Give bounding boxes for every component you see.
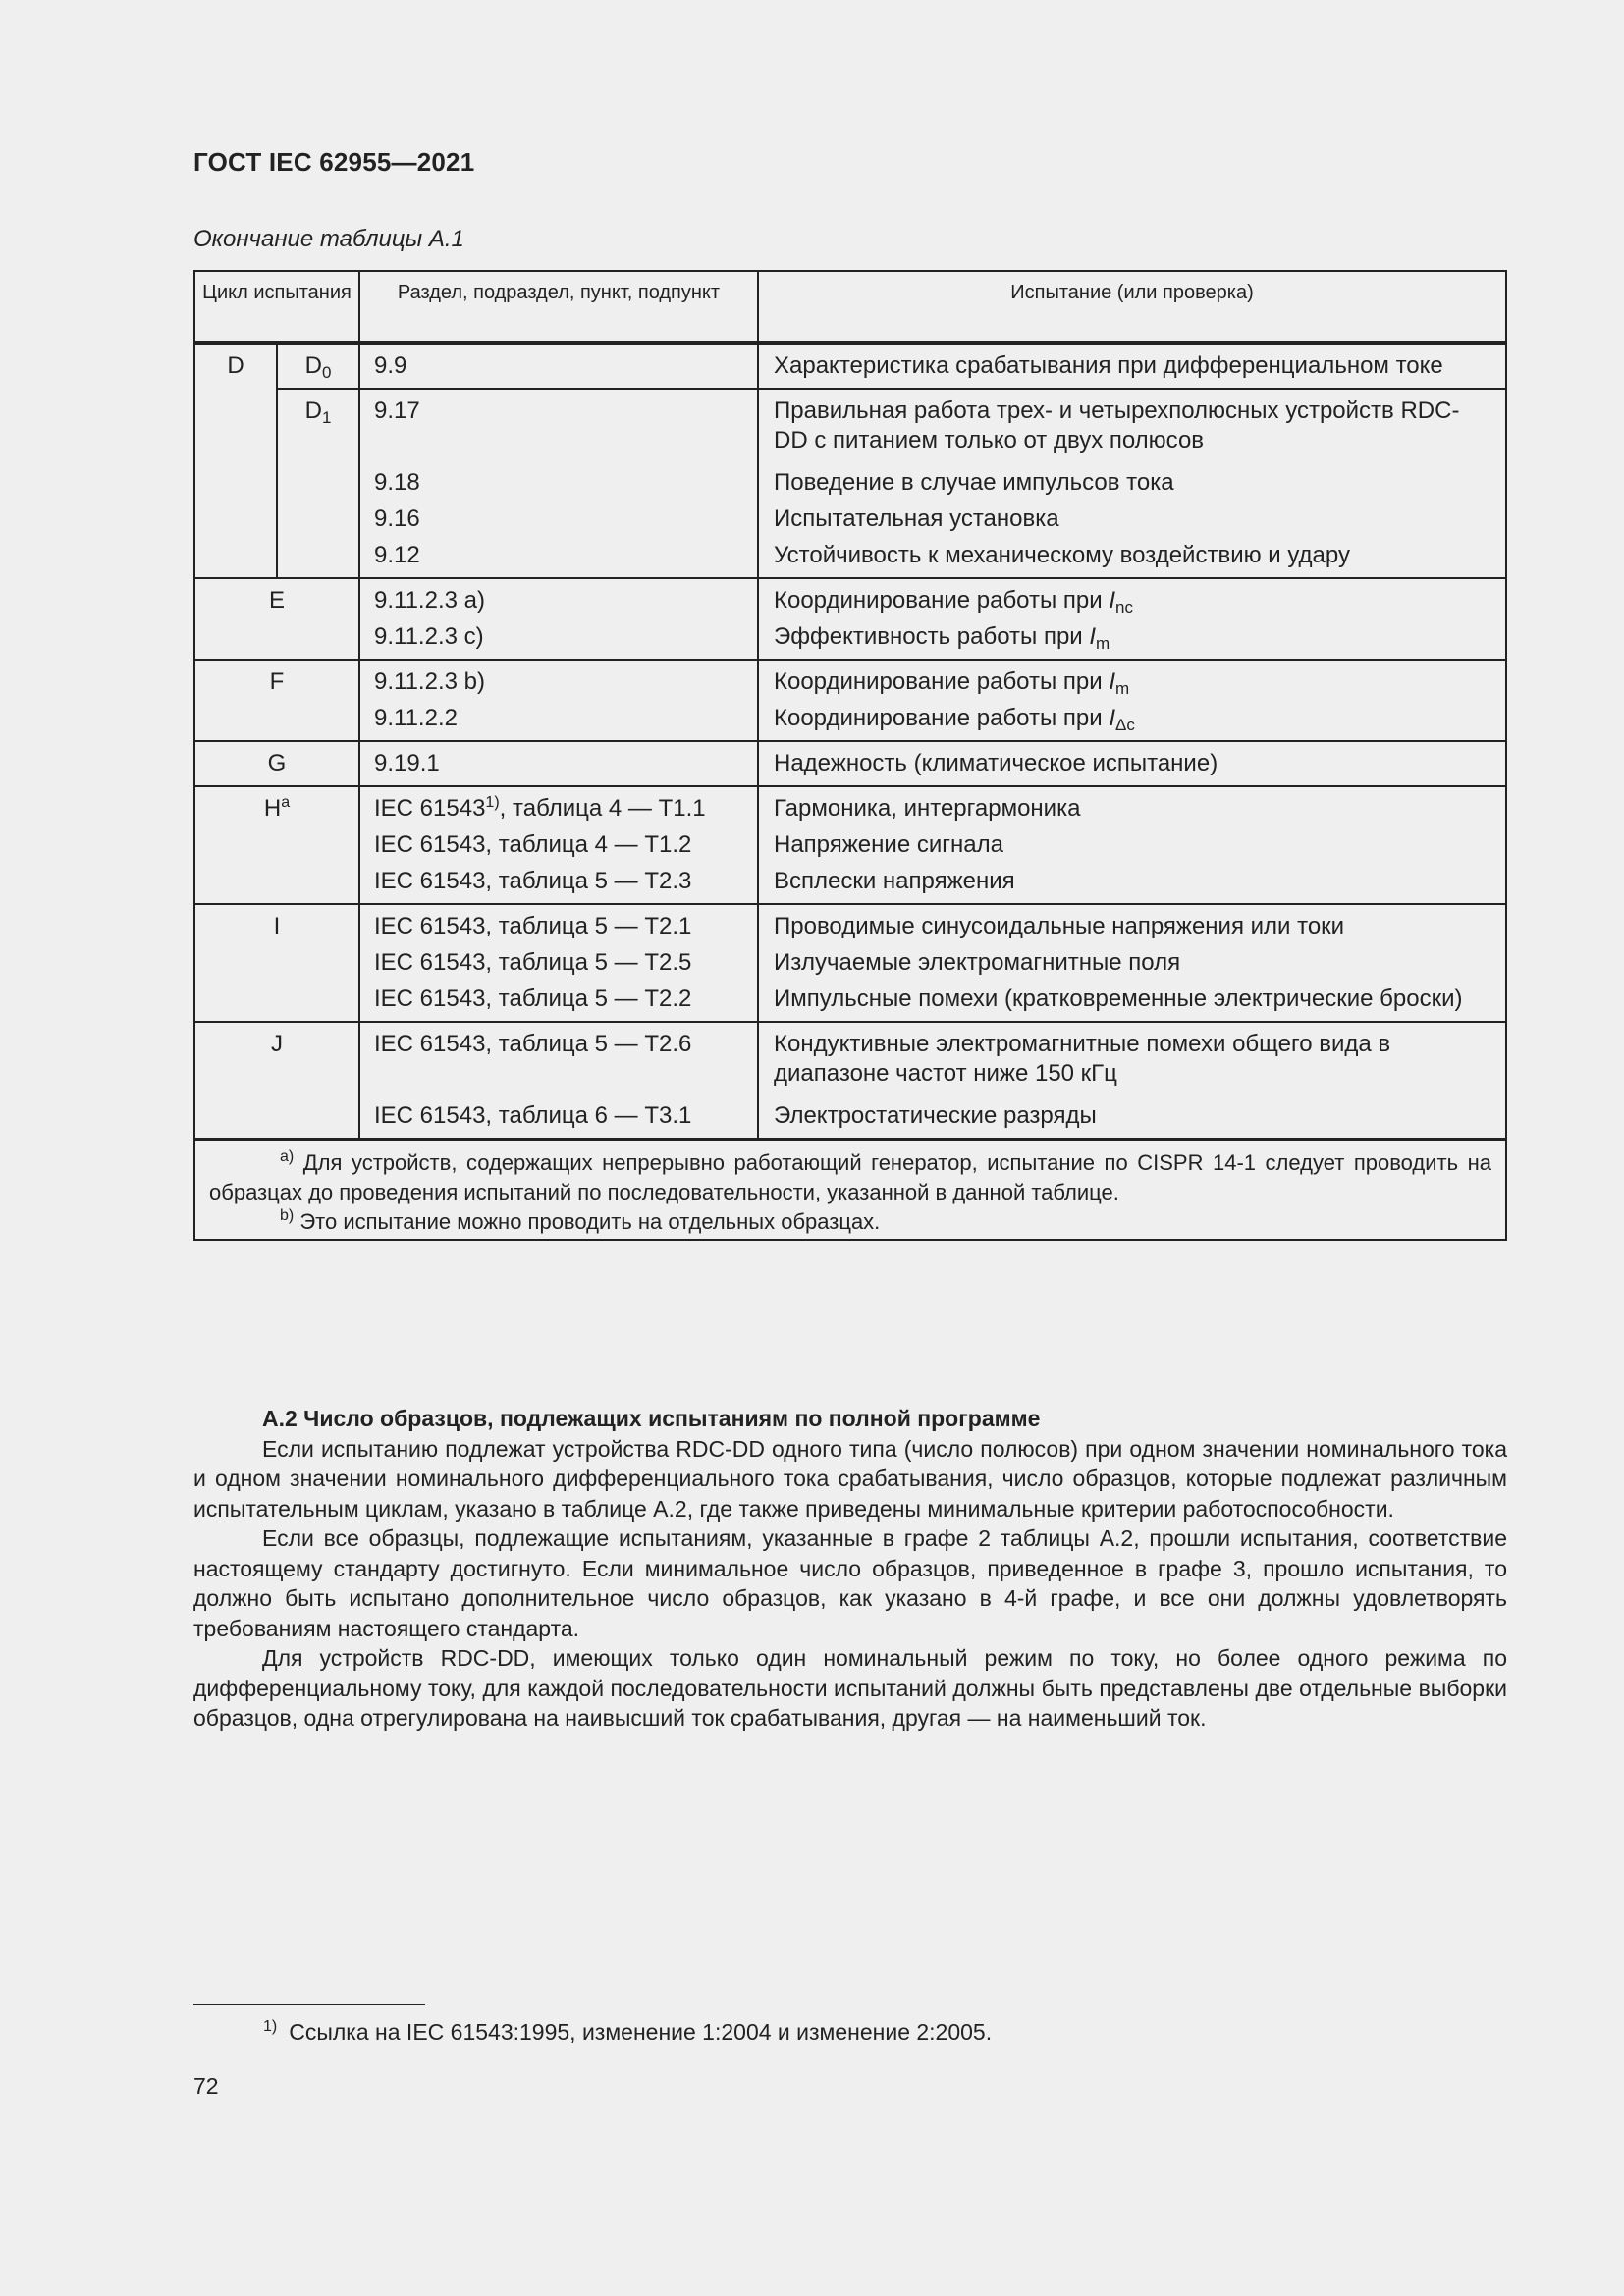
footnote-ref: 1) [485,794,500,811]
subcycle-cell [277,389,359,578]
table-caption: Окончание таблицы А.1 [193,226,464,252]
table-row [194,455,1506,498]
footnote-text: Ссылка на IEC 61543:1995, изменение 1:2004 и изменение 2:2005. [289,2019,993,2045]
test-cell: Электростатические разряды [758,1089,1506,1140]
note-text: Это испытание можно проводить на отдельных образцах. [299,1209,881,1234]
table-row [194,978,1506,1022]
cycle-cell: F [194,660,359,741]
subcycle-cell [277,343,359,389]
section-text-rest: , таблица 4 — Т1.1 [499,795,706,822]
section-cell: 9.11.2.3 c) [359,615,758,660]
section-cell: 9.16 [359,498,758,534]
table-notes-row [194,1140,1506,1241]
test-cell: Устойчивость к механическому воздействию и удару [758,534,1506,578]
subcycle-base: D [304,398,322,424]
test-cell: Проводимые синусоидальные напряжения или токи [758,904,1506,941]
current-subscript: Δc [1115,716,1135,734]
section-cell: 9.17 [359,389,758,455]
col-header-cycle: Цикл испытания [194,271,359,343]
section-cell: 9.19.1 [359,741,758,786]
current-subscript: nc [1115,598,1133,616]
test-text: Координирование работы при [774,587,1110,614]
current-subscript: m [1096,634,1110,653]
test-cell: Испытательная установка [758,498,1506,534]
test-cell: Надежность (климатическое испытание) [758,741,1506,786]
paragraph: Если все образцы, подлежащие испытаниям, указанные в графе 2 таблицы А.2, прошли испытания, соответствие настоящему стандарту достигнуто. Если минимальное число образцов, приведенное в графе 3, прошло испытания, то должно быть испытано дополнительное число образцов, как указано в 4-й графе, и все они должны удовлетворять требованиям настоящего стандарта. [193,1525,1507,1641]
cycle-cell [194,786,359,904]
cycle-cell: J [194,1022,359,1140]
document-header: ГОСТ IEC 62955—2021 [193,147,475,177]
page-number: 72 [193,2073,219,2099]
section-cell: 9.18 [359,455,758,498]
section-cell: 9.11.2.3 b) [359,660,758,697]
section-cell: IEC 61543, таблица 4 — Т1.2 [359,824,758,860]
section-cell: IEC 61543, таблица 5 — Т2.1 [359,904,758,941]
test-cell [758,660,1506,697]
table-row [194,824,1506,860]
subcycle-sub: 1 [321,408,332,427]
table-row [194,1022,1506,1089]
test-cell: Всплески напряжения [758,860,1506,904]
current-symbol: I [1089,623,1097,650]
section-cell [359,786,758,824]
section-cell: 9.11.2.2 [359,697,758,741]
table-row [194,578,1506,615]
test-cell: Поведение в случае импульсов тока [758,455,1506,498]
table-row [194,498,1506,534]
test-cell: Кондуктивные электромагнитные помехи общего вида в диапазоне частот ниже 150 кГц [758,1022,1506,1089]
test-cell: Гармоника, интергармоника [758,786,1506,824]
table-row [194,904,1506,941]
section-heading: А.2 Число образцов, подлежащих испытаниям по полной программе [262,1406,1041,1431]
section-cell: IEC 61543, таблица 5 — Т2.3 [359,860,758,904]
test-cell: Правильная работа трех- и четырехполюсных устройств RDC-DD с питанием только от двух полюсов [758,389,1506,455]
section-cell: IEC 61543, таблица 5 — Т2.2 [359,978,758,1022]
table-row [194,860,1506,904]
subcycle-sub: 0 [321,363,332,382]
test-cell [758,697,1506,741]
table-row [194,534,1506,578]
subcycle-base: D [304,352,322,379]
test-cell: Импульсные помехи (кратковременные электрические броски) [758,978,1506,1022]
paragraph: Для устройств RDC-DD, имеющих только один номинальный режим по току, но более одного режима по дифференциальному току, для каждой последовательности испытаний должны быть представлены две отдельные выборки образцов, одна отрегулирована на наивысший ток срабатывания, другая — на наименьший ток. [193,1645,1507,1731]
section-cell: IEC 61543, таблица 6 — Т3.1 [359,1089,758,1140]
cycle-cell: D [194,343,277,578]
table-row [194,941,1506,978]
cycle-label: H [263,795,282,822]
test-cell: Излучаемые электромагнитные поля [758,941,1506,978]
cycle-cell: G [194,741,359,786]
table-header-row [194,271,1506,343]
test-cell: Напряжение сигнала [758,824,1506,860]
table-row [194,389,1506,455]
cycle-cell: E [194,578,359,660]
cycle-label-sup: a [281,794,291,811]
test-text: Координирование работы при [774,668,1110,695]
note-mark: a) [280,1148,295,1165]
note-text: Для устройств, содержащих непрерывно работающий генератор, испытание по CISPR 14-1 следует проводить на образцах до проведения испытаний по последовательности, указанной в данной таблице. [209,1150,1491,1204]
table-row [194,615,1506,660]
table-row [194,343,1506,389]
table-row [194,660,1506,697]
test-cell [758,615,1506,660]
table-note [209,1207,1491,1237]
section-cell: 9.12 [359,534,758,578]
section-cell: IEC 61543, таблица 5 — Т2.5 [359,941,758,978]
paragraph: Если испытанию подлежат устройства RDC-DD одного типа (число полюсов) при одном значении номинального тока и одном значении номинального дифференциального тока срабатывания, число образцов, которые подлежат различным испытательным циклам, указано в таблице А.2, где также приведены минимальные критерии работоспособности. [193,1435,1507,1522]
table-row [194,741,1506,786]
note-mark: b) [280,1207,295,1224]
current-symbol: I [1109,587,1116,614]
section-cell: IEC 61543, таблица 5 — Т2.6 [359,1022,758,1089]
table-row [194,697,1506,741]
col-header-test: Испытание (или проверка) [758,271,1506,343]
footnote [263,2017,992,2047]
cycle-cell: I [194,904,359,1022]
test-cell: Характеристика срабатывания при дифференциальном токе [758,343,1506,389]
col-header-section: Раздел, подраздел, пункт, подпункт [359,271,758,343]
footnote-mark: 1) [263,2018,278,2035]
table-row [194,786,1506,824]
current-symbol: I [1109,705,1116,731]
current-symbol: I [1109,668,1116,695]
section-cell: 9.9 [359,343,758,389]
table-row [194,1089,1506,1140]
current-subscript: m [1115,679,1130,698]
section-cell: 9.11.2.3 a) [359,578,758,615]
test-text: Координирование работы при [774,705,1110,731]
section-text: IEC 61543 [374,795,486,822]
test-text: Эффективность работы при [774,623,1090,650]
table-notes-cell [194,1140,1506,1241]
footnote-separator [193,2004,425,2005]
test-cell [758,578,1506,615]
section-body [193,1404,1507,1734]
table-note [209,1148,1491,1207]
test-cycles-table [193,270,1507,1241]
